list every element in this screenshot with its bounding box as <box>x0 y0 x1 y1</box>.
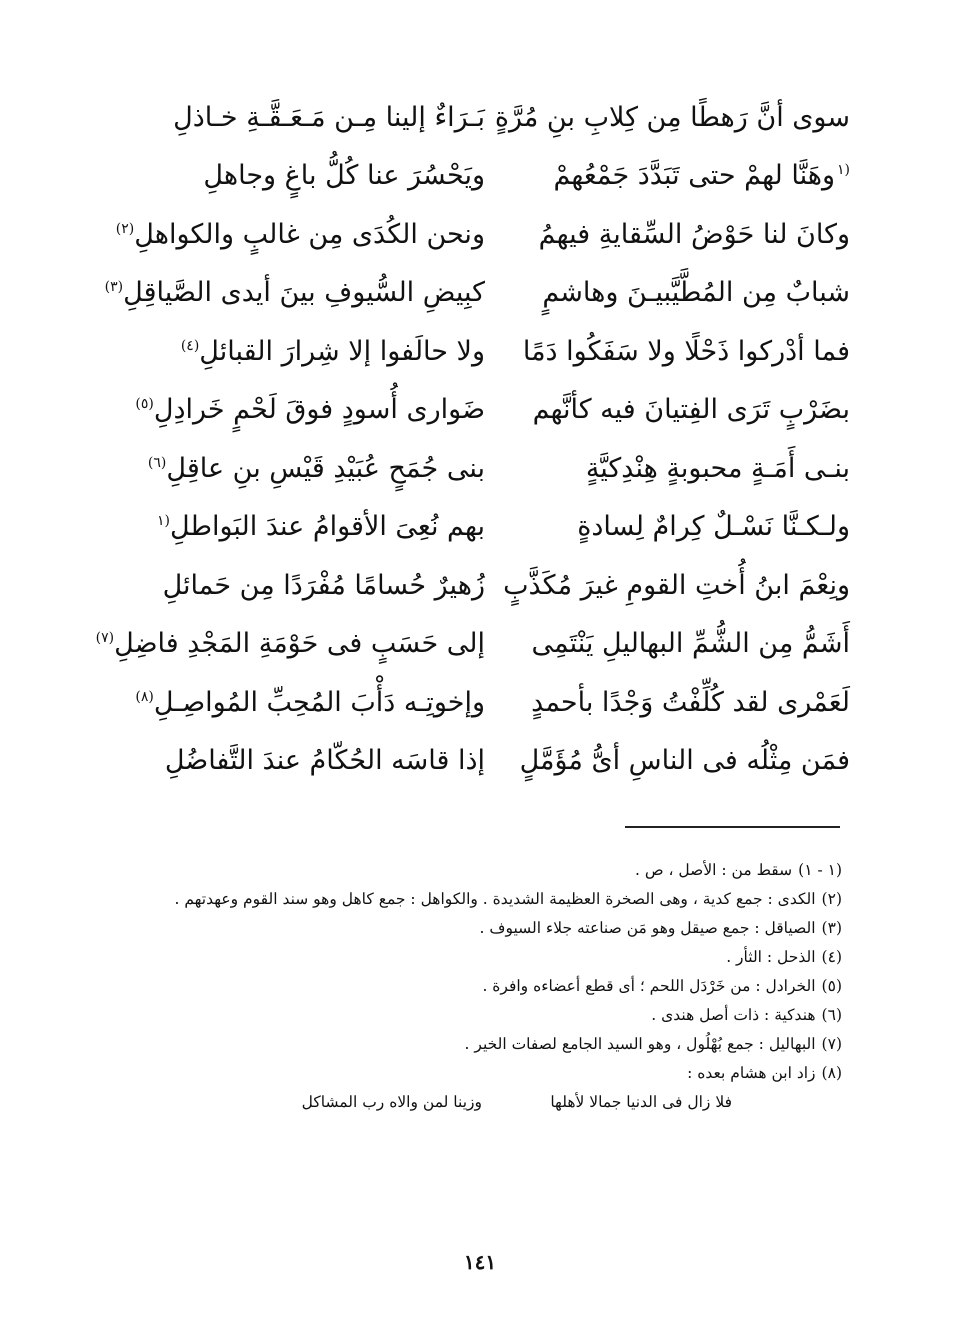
footnote-marker: (٢) <box>115 220 135 237</box>
verse-line <box>120 732 850 791</box>
footnote-marker: (١ <box>157 513 171 530</box>
footnotes <box>130 858 842 1114</box>
verse-line <box>120 673 850 732</box>
hemistich-text: بَـرَاءٌ إلينا مِـن مَـعَـقَّـةِ خـاذلِ <box>173 101 485 133</box>
verse-line <box>120 322 850 381</box>
hemistich-text: ولـكـنَّا نَسْـلٌ كِرامٌ لِسادةٍ <box>577 511 850 543</box>
added-verse-left: وزينا لمن والاه رب المشاكل <box>301 1093 482 1112</box>
footnote-text: الصياقل : جمع صيقل وهو مَن صناعته جلاء السيوف . <box>479 919 816 938</box>
hemistich-text: لَعَمْرى لقد كُلِّفْتُ وَجْدًا بأحمدٍ <box>531 686 850 718</box>
page-number: ١٤١ <box>463 1250 497 1274</box>
verse-line <box>104 264 850 323</box>
footnote-text: البهاليل : جمع بُهْلُول ، وهو السيد الجامع لصفات الخير . <box>464 1035 816 1054</box>
verse-first-hemistich <box>530 511 850 543</box>
footnote-number: (٢) <box>821 890 842 909</box>
verse-second-hemistich <box>165 335 485 367</box>
hemistich-text: ونِعْمَ ابنُ أُختِ القومِ غيرَ مُكَذَّبٍ <box>503 569 850 601</box>
verse-first-hemistich <box>530 686 850 718</box>
hemistich-text: فمَن مِثْلُه فى الناسِ أىُّ مُؤَمَّلٍ <box>519 745 850 777</box>
hemistich-text: ولا حالَفوا إلا شِرارَ القبائلِ <box>199 335 485 367</box>
hemistich-text: أَشَمُّ مِن الشُّمِّ البهاليلِ يَنْتَمِى <box>531 628 850 660</box>
added-verse-right: فلا زال فى الدنيا جمالا لأهلها <box>550 1093 732 1112</box>
footnote <box>130 887 842 911</box>
verse-second-hemistich <box>95 628 485 660</box>
footnote-text: هندكية : ذات أصل هندى . <box>651 1006 816 1025</box>
footnote-text: الكدى : جمع كدية ، وهى الصخرة العظيمة الشديدة . والكواهل : جمع كاهل وهو سند القوم وعهدتهم . <box>174 890 816 909</box>
verse-first-hemistich <box>530 394 850 426</box>
verse-first-hemistich <box>530 218 850 250</box>
hemistich-text: إذا قاسَه الحُكّامُ عندَ التَّفاضُلِ <box>164 745 485 777</box>
verse-first-hemistich <box>519 745 850 777</box>
footnote <box>130 1003 842 1027</box>
hemistich-text: وكانَ لنا حَوْضُ السِّقايةِ فيهمُ <box>538 218 850 250</box>
footnote-text: سقط من : الأصل ، ص . <box>634 861 793 879</box>
footnote-number: (٥) <box>821 977 842 996</box>
verse-line <box>120 498 850 557</box>
verse-first-hemistich <box>530 277 850 309</box>
hemistich-text: سوى أنَّ رَهطًا مِن كِلابِ بنِ مُرَّةٍ <box>494 101 850 133</box>
verse-first-hemistich <box>530 452 850 484</box>
hemistich-text: وإخوتِـه دَأْبَ المُحِبِّ المُواصِـلِ <box>153 686 485 718</box>
hemistich-text: بضَرْبٍ تَرَى الفِتيانَ فيه كأنَّهم <box>532 394 850 426</box>
footnote-number: (٤) <box>821 948 842 967</box>
verse-second-hemistich <box>115 218 485 250</box>
hemistich-text: وهَنَّا لهمْ حتى تَبَدَّدَ جَمْعُهمْ <box>553 160 835 192</box>
hemistich-text: ونحن الكُدَى مِن غالبٍ والكواهلِ <box>134 218 485 250</box>
verse-line <box>115 205 850 264</box>
footnote-separator <box>625 826 840 828</box>
footnote <box>130 1032 842 1056</box>
poem <box>95 88 850 790</box>
hemistich-text: بنى جُمَحٍ عُبَيْدِ قَيْسِ بنِ عاقِلِ <box>166 452 485 484</box>
footnote-number: (٣) <box>821 919 842 938</box>
footnote-marker: (٣) <box>104 279 124 296</box>
hemistich-text: زُهيرٌ حُسامًا مُفْرَدًا مِن حَمائلِ <box>162 569 485 601</box>
verse-second-hemistich <box>164 745 485 777</box>
verse-line <box>120 439 850 498</box>
verse-line <box>120 88 850 147</box>
footnote-marker: (٥) <box>135 396 154 413</box>
verse-second-hemistich <box>147 452 485 484</box>
footnote-number: (١ - ١) <box>798 861 842 879</box>
verse-first-hemistich <box>522 335 850 367</box>
verse-line <box>120 556 850 615</box>
verse-first-hemistich <box>530 160 850 192</box>
hemistich-text: ويَحْسُرَ عنا كُلُّ باغٍ وجاهلِ <box>203 160 485 192</box>
footnote-marker: (٨) <box>135 688 154 705</box>
verse-second-hemistich <box>157 511 485 543</box>
footnote <box>130 974 842 998</box>
footnote-marker: (٧) <box>95 630 115 647</box>
verse-line <box>120 381 850 440</box>
verse-first-hemistich <box>530 628 850 660</box>
hemistich-text: بنـى أَمَـةٍ محبوبةٍ هِنْدِكيَّةٍ <box>585 452 850 484</box>
hemistich-text: شبابٌ مِن المُطَّيَّبيـنَ وهاشمٍ <box>542 277 850 309</box>
verse-first-hemistich <box>503 569 850 601</box>
verse-second-hemistich <box>162 569 485 601</box>
hemistich-text: فما أدْركوا ذَحْلًا ولا سَفَكُوا دَمًا <box>522 335 850 367</box>
verse-first-hemistich <box>494 101 850 133</box>
verse-second-hemistich <box>135 394 485 426</box>
footnote-marker: (٤) <box>180 337 200 354</box>
hemistich-text: بهم نُعِىَ الأقوامُ عندَ البَواطلِ <box>170 511 485 543</box>
footnote-marker: (٦) <box>147 454 167 471</box>
hemistich-text: إلى حَسَبٍ فى حَوْمَةِ المَجْدِ فاضِلِ <box>114 628 485 660</box>
verse-line <box>120 147 850 206</box>
footnote-marker: (١ <box>837 162 850 179</box>
footnote-number: (٧) <box>821 1035 842 1054</box>
footnote-number: (٦) <box>821 1006 842 1025</box>
footnote <box>130 1061 842 1085</box>
hemistich-text: كبِيضِ السُّيوفِ بينَ أيدى الصَّياقِلِ <box>123 277 485 309</box>
footnote <box>130 858 842 882</box>
verse-second-hemistich <box>104 277 485 309</box>
verse-line <box>95 615 850 674</box>
verse-second-hemistich <box>165 160 485 192</box>
hemistich-text: ضَوارى أُسودٍ فوقَ لَحْمٍ خَرادِلِ <box>153 394 485 426</box>
footnote <box>130 945 842 969</box>
footnote-text: الذحل : الثأر . <box>726 948 816 967</box>
footnote <box>130 916 842 940</box>
footnote-number: (٨) <box>821 1064 842 1083</box>
footnote-text: زاد ابن هشام بعده : <box>687 1064 816 1083</box>
verse-second-hemistich <box>135 686 485 718</box>
footnote-text: الخرادل : من خَرْدَل اللحم ؛ أى قطع أعضاءه وافرة . <box>482 977 816 996</box>
added-verse <box>130 1090 842 1114</box>
verse-second-hemistich <box>165 101 485 133</box>
